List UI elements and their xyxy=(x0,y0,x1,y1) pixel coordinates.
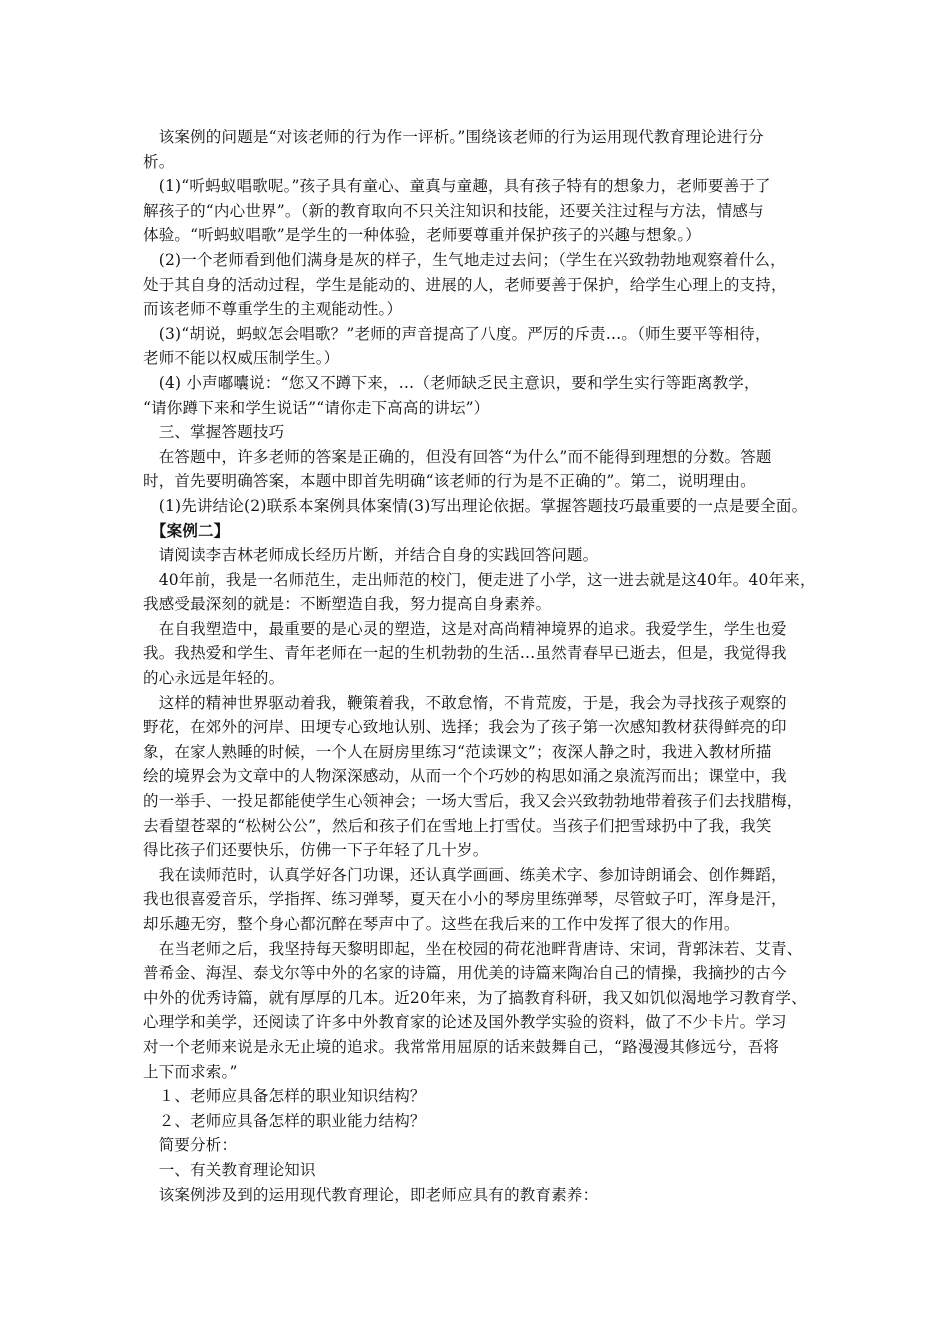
text-line: 心理学和美学，还阅读了许多中外教育家的论述及国外教学实验的资料，做了不少卡片。学习 xyxy=(143,1013,787,1032)
question-item: １、老师应具备怎样的职业知识结构？ xyxy=(143,1087,426,1106)
text-line: 却乐趣无穷，整个身心都沉醉在琴声中了。这些在我后来的工作中发挥了很大的作用。 xyxy=(143,915,740,933)
text-line: 40年前，我是一名师范生，走出师范的校门，便走进了小学，这一进去就是这40年。40年来， xyxy=(143,570,816,589)
text-line: 体验。“听蚂蚁唱歌”是学生的一种体验，老师要尊重并保护孩子的兴趣与想象。） xyxy=(143,226,702,245)
question-item: ２、老师应具备怎样的职业能力结构？ xyxy=(143,1111,426,1130)
text-line: 在当老师之后，我坚持每天黎明即起，坐在校园的荷花池畔背唐诗、宋词，背郭沫若、艾青、 xyxy=(143,939,803,958)
text-line: 解孩子的“内心世界”。（新的教育取向不只关注知识和技能，还要关注过程与方法，情感与 xyxy=(143,201,764,220)
section-heading: 三、掌握答题技巧 xyxy=(143,423,285,442)
text-line: “请你蹲下来和学生说话”“请你走下高高的讲坛”） xyxy=(143,398,490,417)
text-line: 我。我热爱和学生、青年老师在一起的生机勃勃的生活…虽然青春早已逝去，但是，我觉得我 xyxy=(143,644,787,663)
text-line: 我在读师范时，认真学好各门功课，还认真学画画、练美术字、参加诗朗诵会、创作舞蹈， xyxy=(143,865,787,884)
text-line: 象，在家人熟睡的时候，一个人在厨房里练习“范读课文”；夜深人静之时，我进入教材所描 xyxy=(143,742,772,761)
text-line: (1)“听蚂蚁唱歌呢。”孩子具有童心、童真与童趣，具有孩子特有的想象力，老师要善于了 xyxy=(143,177,771,196)
text-line: 处于其自身的活动过程，学生是能动的、进展的人，老师要善于保护，给学生心理上的支持， xyxy=(143,275,787,294)
text-line: 析。 xyxy=(143,152,175,171)
text-line: 绘的境界会为文章中的人物深深感动，从而一个个巧妙的构思如涌之泉流泻而出；课堂中，我 xyxy=(143,767,787,786)
text-line: 简要分析： xyxy=(143,1136,238,1155)
text-line: 得比孩子们还要快乐，仿佛一下子年轻了几十岁。 xyxy=(143,841,489,860)
text-line: 去看望苍翠的“松树公公”，然后和孩子们在雪地上打雪仗。当孩子们把雪球扔中了我，我笑 xyxy=(143,816,772,835)
text-line: 这样的精神世界驱动着我，鞭策着我，不敢怠惰，不肯荒废，于是，我会为寻找孩子观察的 xyxy=(143,693,787,712)
text-line: 的一举手、一投足都能使学生心领神会；一场大雪后，我又会兴致勃勃地带着孩子们去找腊梅， xyxy=(143,792,803,811)
text-line: 普希金、海涅、泰戈尔等中外的名家的诗篇，用优美的诗篇来陶冶自己的情操，我摘抄的古今 xyxy=(143,964,787,983)
text-line: 该案例涉及到的运用现代教育理论，即老师应具有的教育素养： xyxy=(143,1185,599,1204)
text-line: 我也很喜爱音乐，学指挥、练习弹琴，夏天在小小的琴房里练弹琴，尽管蚊子叮，浑身是汗， xyxy=(143,890,787,909)
text-line: 老师不能以权威压制学生。） xyxy=(143,349,340,368)
text-line: 而该老师不尊重学生的主观能动性。） xyxy=(143,300,403,319)
text-line: 野花，在郊外的河岸、田埂专心致地认别、选择；我会为了孩子第一次感知教材获得鲜亮的印 xyxy=(143,718,787,737)
text-line: 中外的优秀诗篇，就有厚厚的几本。近20年来，为了搞教育科研，我又如饥似渴地学习教育学、 xyxy=(143,988,807,1007)
text-line: 请阅读李吉林老师成长经历片断，并结合自身的实践回答问题。 xyxy=(143,546,599,565)
text-line: 对一个老师来说是永无止境的追求。我常常用屈原的话来鼓舞自己，“路漫漫其修远兮，吾将 xyxy=(143,1037,780,1056)
text-line: 时，首先要明确答案，本题中即首先明确“该老师的行为是不正确的”。第二，说明理由。 xyxy=(143,472,756,491)
document-body xyxy=(143,125,816,1207)
section-heading: 一、有关教育理论知识 xyxy=(143,1160,316,1179)
text-line: 上下而求索。” xyxy=(143,1062,238,1081)
text-line: (3)“胡说，蚂蚁怎会唱歌？”老师的声音提高了八度。严厉的斥责…。（师生要平等相待， xyxy=(143,324,771,343)
case-heading: 【案例二】 xyxy=(143,520,230,540)
text-line: 在答题中，许多老师的答案是正确的，但没有回答“为什么”而不能得到理想的分数。答题 xyxy=(143,447,772,466)
text-line: (1)先讲结论(2)联系本案例具体案情(3)写出理论依据。掌握答题技巧最重要的一点是要全面。 xyxy=(143,496,808,515)
text-line: 在自我塑造中，最重要的是心灵的塑造，这是对高尚精神境界的追求。我爱学生，学生也爱 xyxy=(143,619,787,638)
text-line: 的心永远是年轻的。 xyxy=(143,669,285,688)
text-line: (2)一个老师看到他们满身是灰的样子，生气地走过去问；（学生在兴致勃勃地观察着什么， xyxy=(143,250,786,269)
text-line: 我感受最深刻的就是：不断塑造自我，努力提高自身素养。 xyxy=(143,595,552,614)
text-line: (4) 小声嘟囔说：“您又不蹲下来，…（老师缺乏民主意识，要和学生实行等距离教学， xyxy=(143,373,760,392)
text-line: 该案例的问题是“对该老师的行为作一评析。”围绕该老师的行为运用现代教育理论进行分 xyxy=(143,128,764,146)
